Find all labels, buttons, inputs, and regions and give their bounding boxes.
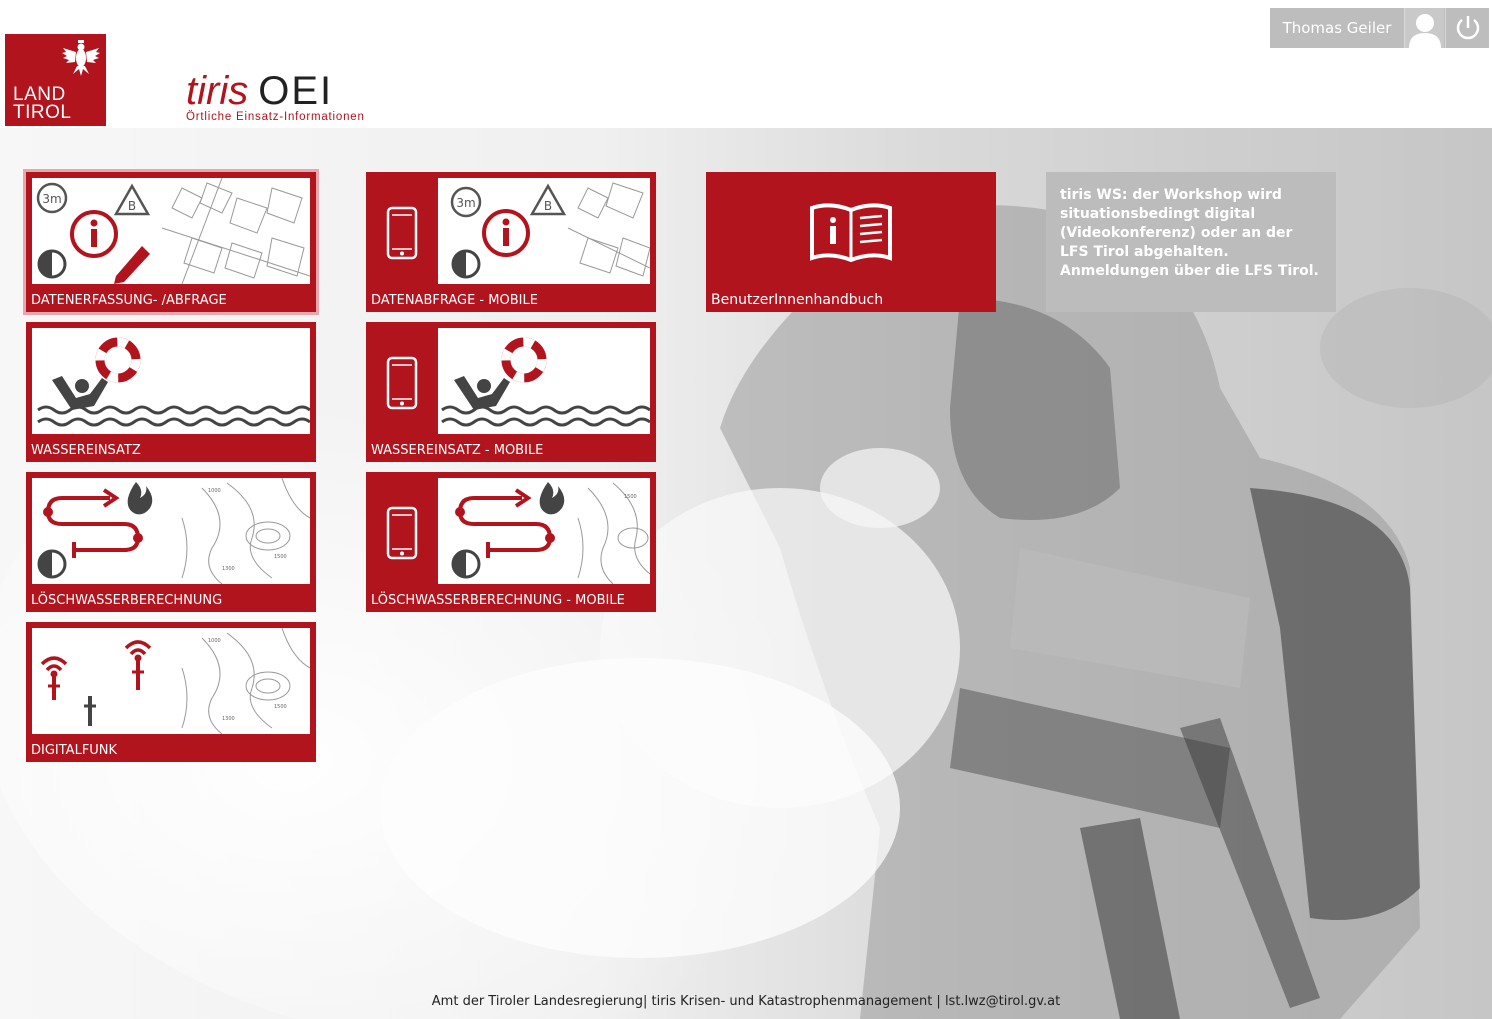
class-b-label: B [543,199,553,213]
mobile-phone-icon [386,506,418,560]
workshop-notice: tiris WS: der Workshop wird situationsbedingt digital (Videokonferenz) oder an der LFS Tirol abgehalten. Anmeldungen über die LFS Tirol. [1046,172,1336,312]
tile-label: BenutzerInnenhandbuch [711,292,884,308]
footer: Amt der Tiroler Landesregierung| tiris Krisen- und Katastrophenmanagement | lst.lwz@tirol.gv.at [431,994,1061,1009]
tile-loeschwasserberechnung[interactable] [26,472,316,612]
logo-tiris: tiris [186,69,249,113]
class-b-label: B [127,199,137,213]
tile-benutzerhandbuch[interactable] [706,172,996,312]
tile-label: DATENERFASSUNG- /ABFRAGE [31,293,227,308]
contour-label-1000: 1000 [208,638,221,644]
contour-label-1300: 1300 [222,716,235,722]
tile-label: DIGITALFUNK [31,743,118,758]
tile-label: LÖSCHWASSERBERECHNUNG [31,593,223,608]
contour-label-1500: 1500 [274,554,287,560]
header [0,0,1492,128]
user-bar [1270,8,1489,48]
tile-label: LÖSCHWASSERBERECHNUNG - MOBILE [371,593,625,608]
tile-label: DATENABFRAGE - MOBILE [371,293,538,308]
contour-label-1300: 1300 [222,566,235,572]
contour-label-1500: 1500 [624,494,637,500]
logo-subtitle: Örtliche Einsatz-Informationen [186,111,365,123]
tile-loeschwasserberechnung-mobile[interactable] [366,472,656,612]
user-icon[interactable] [1404,8,1444,48]
info-map-icon [32,178,310,284]
tile-wassereinsatz-mobile[interactable] [366,322,656,462]
handbook-icon [808,200,894,266]
info-map-icon [438,178,650,284]
tirol-text: TIROL [13,102,72,123]
land-text: LAND [13,84,66,105]
metric-3m-label: 3m [456,196,476,210]
water-supply-icon [438,478,650,584]
radio-antenna-icon [32,628,310,734]
tile-label: WASSEREINSATZ - MOBILE [371,443,544,458]
mobile-phone-icon [386,206,418,260]
logo-oei: OEI [258,69,334,113]
tiris-oei-logo[interactable] [186,70,386,128]
tirol-eagle-icon [61,38,101,78]
power-icon[interactable] [1445,8,1489,48]
land-tirol-text [13,86,71,122]
tile-label: WASSEREINSATZ [31,443,141,458]
water-rescue-icon [32,328,310,434]
user-name[interactable]: Thomas Geiler [1282,19,1392,37]
mobile-phone-icon [386,356,418,410]
tile-datenerfassung[interactable] [26,172,316,312]
tile-datenabfrage-mobile[interactable] [366,172,656,312]
water-rescue-icon [438,328,650,434]
tile-digitalfunk[interactable] [26,622,316,762]
land-tirol-logo[interactable] [5,34,106,126]
contour-label-1000: 1000 [208,488,221,494]
water-supply-icon [32,478,310,584]
contour-label-1500: 1500 [274,704,287,710]
metric-3m-label: 3m [42,192,62,206]
tile-wassereinsatz[interactable] [26,322,316,462]
